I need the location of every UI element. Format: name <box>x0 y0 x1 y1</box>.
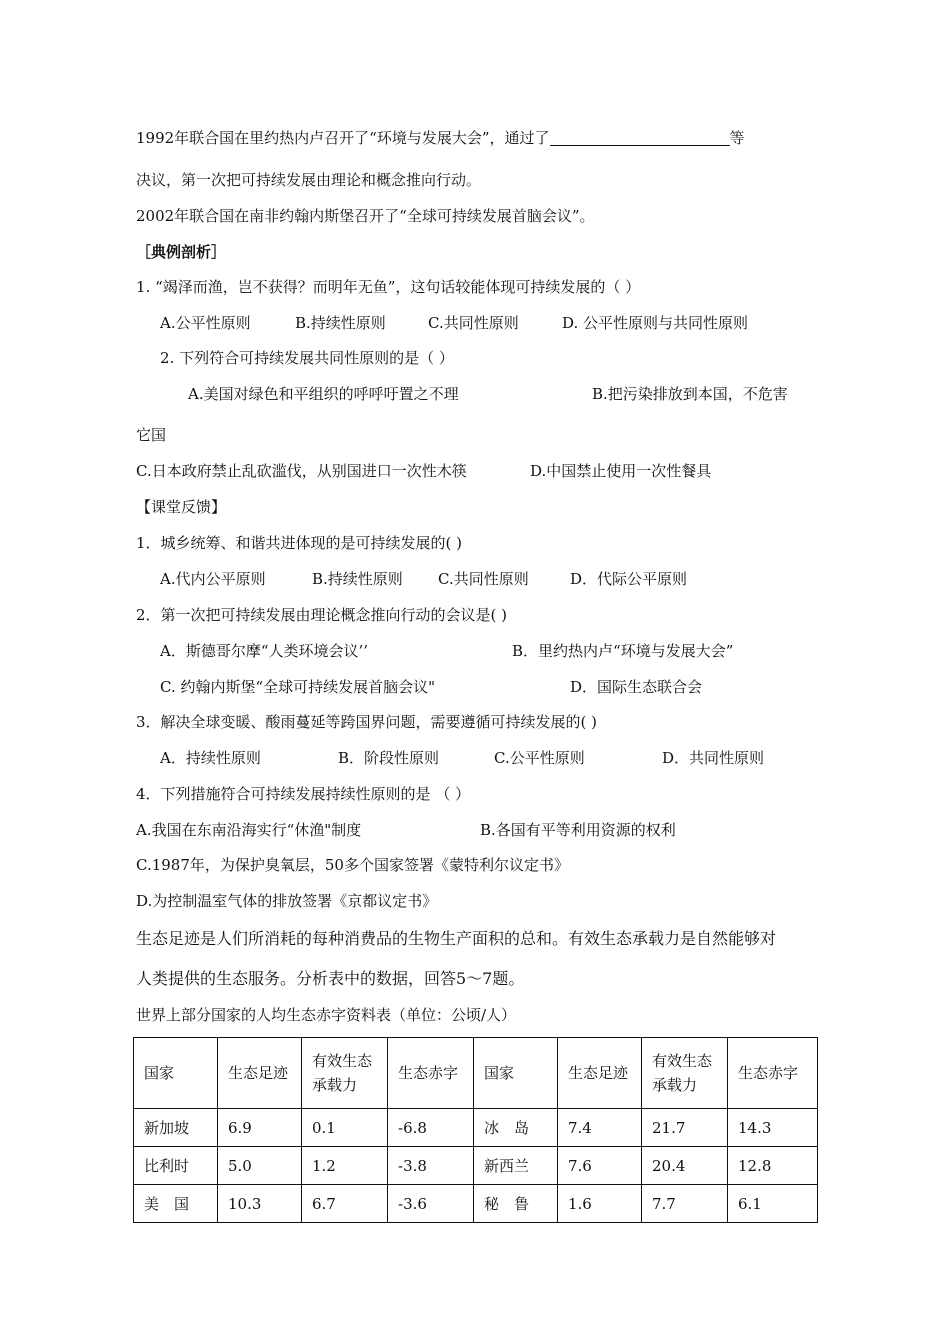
table-cell: -6.8 <box>388 1109 474 1147</box>
intro-line-2: 决议，第一次把可持续发展由理论和概念推向行动。 <box>136 171 482 189</box>
feedback-4-option-c: C.1987年，为保护臭氧层，50多个国家签署《蒙特利尔议定书》 <box>136 856 569 874</box>
header-cell: 生态足迹 <box>558 1038 642 1109</box>
section-heading-feedback: 【课堂反馈】 <box>136 498 227 516</box>
section-heading-examples: ［典例剖析］ <box>136 243 227 261</box>
feedback-2-option-d: D．国际生态联合会 <box>570 678 703 696</box>
example-1-question: 1. “竭泽而渔，岂不获得？而明年无鱼”，这句话较能体现可持续发展的（ ） <box>136 278 641 296</box>
table-cell: 比利时 <box>134 1147 218 1185</box>
feedback-4-question: 4．下列措施符合可持续发展持续性原则的是 （ ） <box>136 785 471 803</box>
table-cell: -3.6 <box>388 1185 474 1223</box>
table-cell: 5.0 <box>218 1147 302 1185</box>
intro-line-3: 2002年联合国在南非约翰内斯堡召开了“全球可持续发展首脑会议”。 <box>136 207 595 225</box>
feedback-4-option-b: B.各国有平等利用资源的权利 <box>480 821 676 839</box>
table-cell: 7.4 <box>558 1109 642 1147</box>
table-cell: 20.4 <box>642 1147 728 1185</box>
table-row <box>134 1147 818 1185</box>
header-text: 承载力 <box>652 1076 698 1094</box>
feedback-1-option-c: C.共同性原则 <box>438 570 529 588</box>
example-2-option-b-cont: 它国 <box>136 426 167 444</box>
feedback-3-option-b: B．阶段性原则 <box>338 749 440 767</box>
header-cell <box>642 1038 728 1109</box>
feedback-4-option-d: D.为控制温室气体的排放签署《京都议定书》 <box>136 892 438 910</box>
feedback-2-option-a: A．斯德哥尔摩“人类环境会议’’ <box>160 642 369 660</box>
table-cell: 秘 鲁 <box>474 1185 558 1223</box>
table-row <box>134 1109 818 1147</box>
intro-text-1a: 1992年联合国在里约热内卢召开了“环境与发展大会”，通过了 <box>136 129 550 147</box>
table-cell: 冰 岛 <box>474 1109 558 1147</box>
paragraph-line-1: 生态足迹是人们所消耗的每种消费品的生物生产面积的总和。有效生态承载力是自然能够对 <box>136 929 777 948</box>
table-cell: 新西兰 <box>474 1147 558 1185</box>
example-1-option-c: C.共同性原则 <box>428 314 519 332</box>
table-header-row <box>134 1038 818 1109</box>
table-cell: 21.7 <box>642 1109 728 1147</box>
table-cell: 7.6 <box>558 1147 642 1185</box>
example-1-option-a: A.公平性原则 <box>160 314 251 332</box>
feedback-1-option-b: B.持续性原则 <box>312 570 403 588</box>
header-cell: 国家 <box>134 1038 218 1109</box>
table-cell: 6.9 <box>218 1109 302 1147</box>
feedback-3-option-a: A．持续性原则 <box>160 749 261 767</box>
example-2-option-d: D.中国禁止使用一次性餐具 <box>530 462 712 480</box>
feedback-1-option-d: D．代际公平原则 <box>570 570 688 588</box>
feedback-3-question: 3．解决全球变暖、酸雨蔓延等跨国界问题，需要遵循可持续发展的( ) <box>136 713 598 731</box>
intro-line-1 <box>136 128 745 148</box>
feedback-1-question: 1．城乡统筹、和谐共进体现的是可持续发展的( ) <box>136 534 463 552</box>
header-cell <box>302 1038 388 1109</box>
intro-text-1b: 等 <box>729 129 745 147</box>
header-text: 承载力 <box>312 1076 358 1094</box>
example-1-option-d: D. 公平性原则与共同性原则 <box>562 314 749 332</box>
example-2-option-c: C.日本政府禁止乱砍滥伐，从别国进口一次性木筷 <box>136 462 467 480</box>
header-text: 有效生态 <box>312 1052 373 1070</box>
table-row <box>134 1185 818 1223</box>
table-cell: 0.1 <box>302 1109 388 1147</box>
feedback-2-question: 2．第一次把可持续发展由理论概念推向行动的会议是( ) <box>136 606 508 624</box>
feedback-2-option-b: B．里约热内卢“环境与发展大会” <box>512 642 734 660</box>
table-cell: 10.3 <box>218 1185 302 1223</box>
fill-in-blank <box>550 130 730 146</box>
paragraph-line-2: 人类提供的生态服务。分析表中的数据，回答5～7题。 <box>136 969 525 988</box>
example-2-option-a: A.美国对绿色和平组织的呼呼吁置之不理 <box>188 385 459 403</box>
feedback-1-option-a: A.代内公平原则 <box>160 570 266 588</box>
table-cell: 6.7 <box>302 1185 388 1223</box>
table-cell: -3.8 <box>388 1147 474 1185</box>
header-cell: 生态赤字 <box>728 1038 818 1109</box>
table-caption: 世界上部分国家的人均生态赤字资料表（单位：公顷/人） <box>136 1006 517 1024</box>
table-cell: 7.7 <box>642 1185 728 1223</box>
header-cell: 生态赤字 <box>388 1038 474 1109</box>
table-cell: 1.2 <box>302 1147 388 1185</box>
table-cell: 6.1 <box>728 1185 818 1223</box>
table-cell: 1.6 <box>558 1185 642 1223</box>
feedback-2-option-c: C. 约翰内斯堡“全球可持续发展首脑会议" <box>160 678 436 696</box>
example-2-question: 2. 下列符合可持续发展共同性原则的是（ ） <box>160 349 454 367</box>
feedback-3-option-d: D．共同性原则 <box>662 749 765 767</box>
table-cell: 14.3 <box>728 1109 818 1147</box>
feedback-3-option-c: C.公平性原则 <box>494 749 585 767</box>
example-1-option-b: B.持续性原则 <box>295 314 386 332</box>
header-cell: 国家 <box>474 1038 558 1109</box>
ecological-deficit-table <box>133 1037 818 1223</box>
header-cell: 生态足迹 <box>218 1038 302 1109</box>
table-cell: 新加坡 <box>134 1109 218 1147</box>
feedback-4-option-a: A.我国在东南沿海实行“休渔"制度 <box>136 821 362 839</box>
example-2-option-b: B.把污染排放到本国，不危害 <box>592 385 788 403</box>
header-text: 有效生态 <box>652 1052 713 1070</box>
table-cell: 12.8 <box>728 1147 818 1185</box>
table-cell: 美 国 <box>134 1185 218 1223</box>
